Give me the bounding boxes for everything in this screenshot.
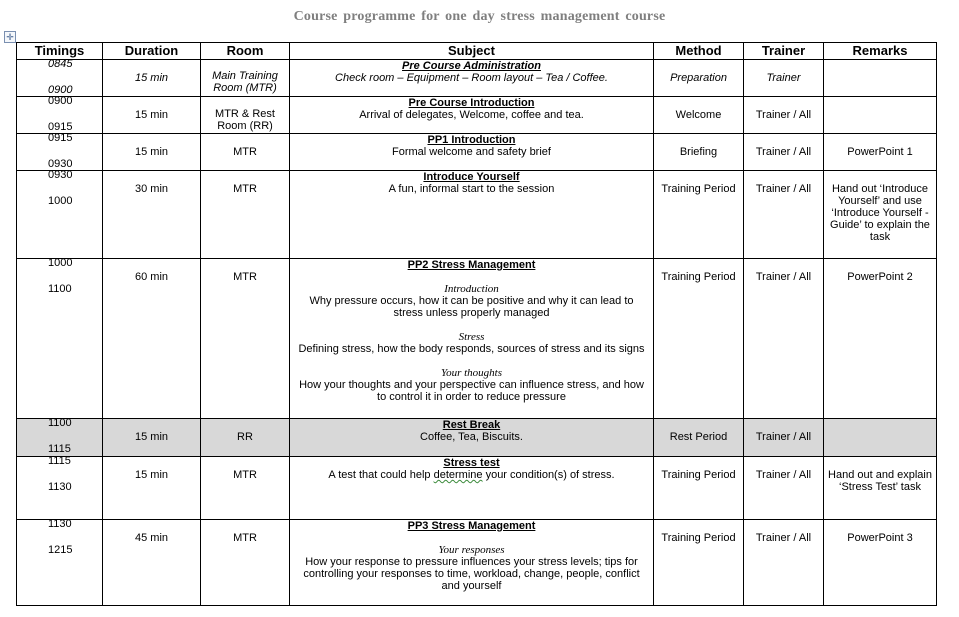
section-text: Why pressure occurs, how it can be positive and why it can lead to stress unless properly managed (309, 295, 634, 319)
method-cell: Training Period (654, 259, 744, 419)
end-time: 1000 (48, 195, 73, 207)
header-row (17, 43, 937, 60)
trainer-cell: Trainer (744, 60, 824, 97)
remarks-cell (824, 97, 937, 134)
duration-cell: 15 min (103, 60, 201, 97)
timing-cell (17, 419, 103, 457)
room-cell: RR (201, 419, 290, 457)
timing-cell (17, 171, 103, 259)
end-time: 0900 (48, 84, 73, 96)
end-time: 1115 (48, 443, 71, 455)
table-move-handle-icon[interactable]: ✛ (4, 31, 16, 43)
subject-title: Pre Course Administration (402, 60, 541, 72)
header-room: Room (201, 43, 290, 60)
header-trainer: Trainer (744, 43, 824, 60)
remarks-cell: PowerPoint 2 (824, 259, 937, 419)
course-programme-table (16, 42, 937, 606)
remarks-cell: Hand out ‘Introduce Yourself’ and use ‘Introduce Yourself - Guide’ to explain the task (824, 171, 937, 259)
subject-cell (290, 171, 654, 259)
duration-cell: 60 min (103, 259, 201, 419)
room-cell: MTR (201, 520, 290, 606)
method-cell: Briefing (654, 134, 744, 171)
start-time: 0915 (48, 132, 73, 144)
start-time: 0900 (48, 95, 73, 107)
timing-cell (17, 134, 103, 171)
subject-title: Introduce Yourself (423, 171, 520, 183)
timing-cell (17, 520, 103, 606)
room-cell: MTR & Rest Room (RR) (201, 97, 290, 134)
subject-title: PP3 Stress Management (407, 520, 536, 532)
subject-text: A fun, informal start to the session (388, 183, 555, 195)
duration-cell: 30 min (103, 171, 201, 259)
subject-text: Formal welcome and safety brief (392, 146, 551, 158)
trainer-cell: Trainer / All (744, 171, 824, 259)
header-timings: Timings (17, 43, 103, 60)
section-heading: Your responses (438, 544, 505, 556)
header-duration: Duration (103, 43, 201, 60)
trainer-cell: Trainer / All (744, 520, 824, 606)
section-text: How your thoughts and your perspective can influence stress, and how to control it in order to reduce pressure (299, 379, 644, 403)
method-cell: Training Period (654, 520, 744, 606)
subject-cell (290, 259, 654, 419)
start-time: 0845 (48, 58, 73, 70)
subject-title: PP2 Stress Management (407, 259, 536, 271)
subject-text: Check room – Equipment – Room layout – Tea / Coffee. (335, 72, 608, 84)
start-time: 0930 (48, 169, 73, 181)
duration-cell: 15 min (103, 97, 201, 134)
subject-cell (290, 419, 654, 457)
subject-cell (290, 97, 654, 134)
room-cell: Main Training Room (MTR) (201, 60, 290, 97)
room-cell: MTR (201, 134, 290, 171)
subject-text: A test that could help determine your condition(s) of stress. (328, 469, 615, 481)
remarks-cell: Hand out and explain ‘Stress Test’ task (824, 457, 937, 520)
section-heading: Stress (458, 331, 485, 343)
duration-cell: 45 min (103, 520, 201, 606)
subject-title: Rest Break (442, 419, 501, 431)
trainer-cell: Trainer / All (744, 419, 824, 457)
start-time: 1000 (48, 257, 73, 269)
spellcheck-word: determine (433, 469, 483, 481)
table-row (17, 520, 937, 606)
table-row (17, 97, 937, 134)
trainer-cell: Trainer / All (744, 457, 824, 520)
trainer-cell: Trainer / All (744, 259, 824, 419)
timing-cell (17, 60, 103, 97)
end-time: 1130 (48, 481, 72, 493)
subject-text: Arrival of delegates, Welcome, coffee and tea. (359, 109, 584, 121)
subject-cell (290, 60, 654, 97)
timing-cell (17, 457, 103, 520)
method-cell: Training Period (654, 171, 744, 259)
duration-cell: 15 min (103, 134, 201, 171)
subject-cell (290, 457, 654, 520)
start-time: 1100 (48, 417, 72, 429)
table-row (17, 134, 937, 171)
subject-title: PP1 Introduction (427, 134, 516, 146)
timing-cell (17, 259, 103, 419)
method-cell: Preparation (654, 60, 744, 97)
room-cell: MTR (201, 171, 290, 259)
method-cell: Welcome (654, 97, 744, 134)
remarks-cell (824, 419, 937, 457)
end-time: 1100 (48, 283, 72, 295)
duration-cell: 15 min (103, 419, 201, 457)
section-heading: Your thoughts (440, 367, 503, 379)
header-method: Method (654, 43, 744, 60)
start-time: 1115 (48, 455, 71, 467)
table-row (17, 259, 937, 419)
section-text: Defining stress, how the body responds, sources of stress and its signs (298, 343, 645, 355)
section-heading: Introduction (444, 283, 499, 295)
end-time: 0930 (48, 158, 73, 170)
trainer-cell: Trainer / All (744, 97, 824, 134)
subject-text: Coffee, Tea, Biscuits. (420, 431, 523, 443)
room-cell: MTR (201, 259, 290, 419)
remarks-cell (824, 60, 937, 97)
table-row (17, 457, 937, 520)
header-subject: Subject (290, 43, 654, 60)
subject-cell (290, 134, 654, 171)
remarks-cell: PowerPoint 1 (824, 134, 937, 171)
end-time: 1215 (48, 544, 73, 556)
document-title: Course programme for one day stress management course (293, 9, 666, 24)
duration-cell: 15 min (103, 457, 201, 520)
method-cell: Training Period (654, 457, 744, 520)
method-cell: Rest Period (654, 419, 744, 457)
table-row (17, 419, 937, 457)
table-row (17, 60, 937, 97)
end-time: 0915 (48, 121, 73, 133)
room-cell: MTR (201, 457, 290, 520)
table-row (17, 171, 937, 259)
trainer-cell: Trainer / All (744, 134, 824, 171)
start-time: 1130 (48, 518, 72, 530)
remarks-cell: PowerPoint 3 (824, 520, 937, 606)
subject-cell (290, 520, 654, 606)
section-text: How your response to pressure influences your stress levels; tips for controlling your responses to time, workload, change, people, conflict and yourself (303, 556, 640, 592)
header-remarks: Remarks (824, 43, 937, 60)
subject-title: Stress test (443, 457, 500, 469)
timing-cell (17, 97, 103, 134)
subject-title: Pre Course Introduction (408, 97, 535, 109)
